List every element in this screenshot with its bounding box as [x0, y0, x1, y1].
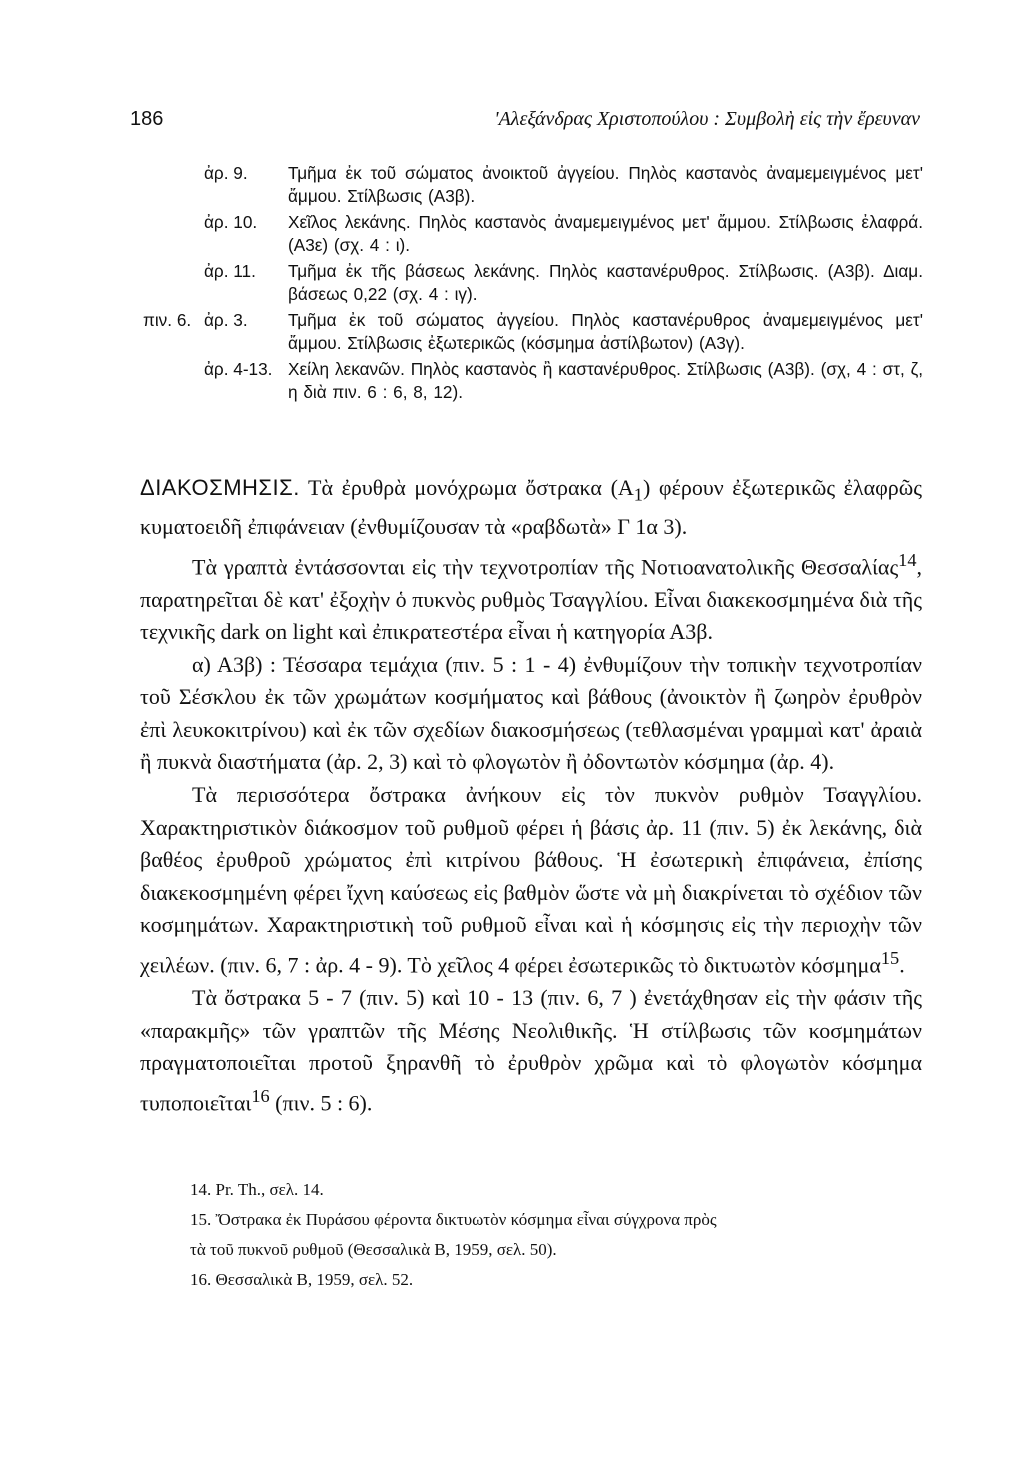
- paragraph: [140, 779, 922, 982]
- catalog-entry: [143, 309, 923, 354]
- footnote-ref: 14: [898, 549, 917, 570]
- footnote: 14. Pr. Th., σελ. 14.: [190, 1180, 324, 1199]
- paragraph: [140, 544, 922, 649]
- catalog-entries: [143, 162, 923, 407]
- catalog-description: Τμῆμα ἐκ τοῦ σώματος ἀνοικτοῦ ἀγγείου. Πηλὸς καστανὸς ἀναμεμειγμένος μετ' ἄμμου. Στίλβωσις (Α3β).: [288, 163, 923, 206]
- footnote-continuation: τὰ τοῦ πυκνοῦ ρυθμοῦ (Θεσσαλικὰ Β, 1959, σελ. 50).: [190, 1240, 557, 1259]
- catalog-plate: πιν. 6.: [143, 310, 192, 330]
- catalog-description: Τμῆμα ἐκ τοῦ σώματος ἀγγείου. Πηλὸς καστανέρυθρος ἀναμεμειγμένος μετ' ἄμμου. Στίλβωσις ἐξωτερικῶς (κόσμημα ἀστίλβωτον) (Α3γ).: [288, 310, 923, 353]
- catalog-description: Τμῆμα ἐκ τῆς βάσεως λεκάνης. Πηλὸς καστανέρυθρος. Στίλβωσις. (Α3β). Διαμ. βάσεως 0,22 (σχ. 4 : ιγ).: [288, 261, 923, 304]
- paragraph-text: Τὰ περισσότερα ὄστρακα ἀνήκουν εἰς τὸν πυκνὸν ρυθμὸν Τσαγγλίου. Χαρακτηριστικὸν διάκοσμον τοῦ ρυθμοῦ φέρει ἡ βάσις ἀρ. 11 (πιν. 5) ἐκ λεκάνης, διὰ βαθέος ἐρυθροῦ χρώματος ἐπὶ κιτρίνου βάθους. Ἡ ἐσωτερικὴ ἐπιφάνεια, ἐπίσης διακεκοσμημένη φέρει ἴχνη καύσεως εἰς βαθμὸν ὥστε νὰ μὴ διακρίνεται τὸ σχέδιον τῶν κοσμημάτων. Χαρακτηριστικὴ τοῦ ρυθμοῦ εἶναι καὶ ἡ κόσμησις εἰς τὴν περιοχὴν τῶν χειλέων. (πιν. 6, 7 : ἀρ. 4 - 9). Τὸ χεῖλος 4 φέρει ἐσωτερικῶς τὸ δικτυωτὸν κόσμημα: [140, 782, 922, 978]
- catalog-number: ἀρ. 4-13.: [204, 359, 273, 379]
- catalog-number: ἀρ. 10.: [204, 212, 258, 232]
- catalog-description: Χεῖλος λεκάνης. Πηλὸς καστανὸς ἀναμεμειγμένος μετ' ἄμμου. Στίλβωσις ἐλαφρά. (Α3ε) (σχ. 4 : ι).: [288, 212, 923, 255]
- footnote: 15. Ὄστρακα ἐκ Πυράσου φέροντα δικτυωτὸν κόσμημα εἶναι σύγχρονα πρὸς: [190, 1210, 717, 1229]
- paragraph: [140, 472, 922, 544]
- page-number: 186: [130, 108, 164, 130]
- catalog-entry: [143, 358, 923, 403]
- paragraph-text: Τὰ ὄστρακα 5 - 7 (πιν. 5) καὶ 10 - 13 (πιν. 6, 7 ) ἐνετάχθησαν εἰς τὴν φάσιν τῆς «παρακμῆς» τῶν γραπτῶν τῆς Μέσης Νεολιθικῆς. Ἡ στίλβωσις τῶν κοσμημάτων πραγματοποιεῖται προτοῦ ξηρανθῆ τὸ ἐρυθρὸν χρῶμα καὶ τὸ φλογωτὸν κόσμημα τυποποιεῖται: [140, 984, 922, 1116]
- paragraph-text: (πιν. 5 : 6).: [269, 1090, 373, 1116]
- catalog-number: ἀρ. 11.: [204, 261, 256, 281]
- paragraph-text: Τὰ ἐρυθρὰ μονόχρωμα ὄστρακα (Α: [299, 475, 634, 500]
- paragraph: [140, 982, 922, 1120]
- footnote-ref: 16: [251, 1085, 270, 1106]
- paragraph: α) Α3β) : Τέσσαρα τεμάχια (πιν. 5 : 1 - 4) ἐνθυμίζουν τὴν τοπικὴν τεχνοτροπίαν τοῦ Σέσκλου ἐκ τῶν χρωμάτων κοσμήματος καὶ βάθους (ἀνοικτὸν ἢ ζωηρὸν ἐρυθρὸν ἐπὶ λευκοκιτρίνου) καὶ ἐκ τῶν σχεδίων διακοσμήσεως (τεθλασμέναι γραμμαὶ κατ' ἀραιὰ ἢ πυκνὰ διαστήματα (ἀρ. 2, 3) καὶ τὸ φλογωτὸν ἢ ὀδοντωτὸν κόσμημα (ἀρ. 4).: [140, 651, 922, 775]
- catalog-number: ἀρ. 3.: [204, 310, 248, 330]
- paragraph-text: ) φέρουν ἐξωτερικῶς ἐλαφρῶς κυματοειδῆ ἐπιφάνειαν (ἐνθυμίζουσαν τὰ «ραβδωτὰ» Γ 1α 3).: [140, 475, 922, 539]
- footnote-ref: 15: [880, 948, 900, 969]
- footnotes: [190, 1178, 890, 1298]
- catalog-number: ἀρ. 9.: [204, 163, 248, 183]
- running-title: 'Αλεξάνδρας Χριστοπούλου : Συμβολὴ εἰς τὴν ἔρευναν: [494, 108, 920, 130]
- body-text: [140, 472, 922, 1120]
- paragraph-text: , παρατηρεῖται δὲ κατ' ἐξοχὴν ὁ πυκνὸς ρυθμὸς Τσαγγλίου. Εἶναι διακεκοσμημένα διὰ τῆς τεχνικῆς dark on light καὶ ἐπικρατεστέρα εἶναι ἡ κατηγορία Α3β.: [140, 553, 922, 645]
- catalog-entry: [143, 162, 923, 207]
- footnote: 16. Θεσσαλικὰ Β, 1959, σελ. 52.: [190, 1270, 414, 1289]
- catalog-entry: [143, 211, 923, 256]
- section-heading: ΔΙΑΚΟΣΜΗΣΙΣ.: [140, 475, 300, 500]
- catalog-entry: [143, 260, 923, 305]
- subscript: 1: [633, 484, 643, 505]
- paragraph-text: Τὰ γραπτὰ ἐντάσσονται εἰς τὴν τεχνοτροπίαν τῆς Νοτιοανατολικῆς Θεσσαλίας: [192, 553, 899, 579]
- catalog-description: Χείλη λεκανῶν. Πηλὸς καστανὸς ἢ καστανέρυθρος. Στίλβωσις (Α3β). (σχ, 4 : στ, ζ, η διὰ πιν. 6 : 6, 8, 12).: [288, 359, 923, 402]
- paragraph-text: .: [899, 952, 905, 978]
- page-header: [130, 108, 920, 138]
